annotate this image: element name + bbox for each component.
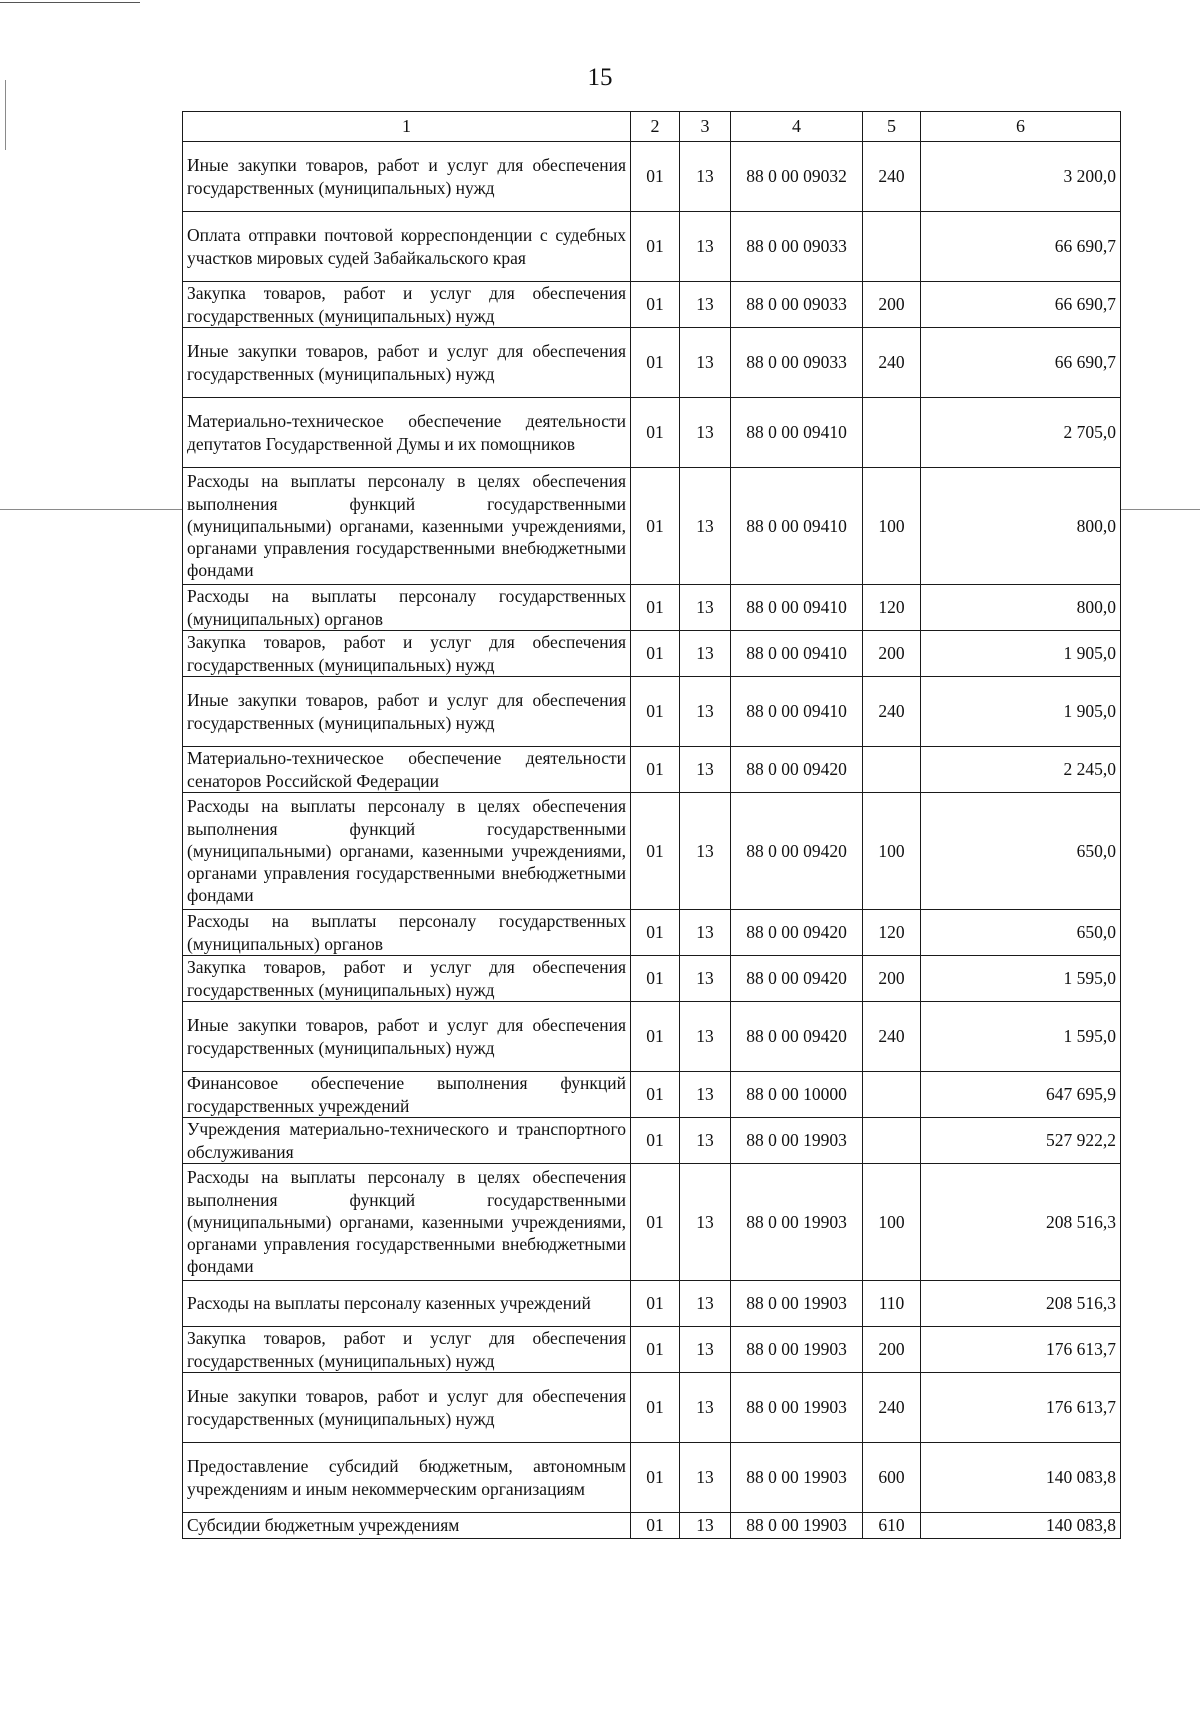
row-section: 01 — [631, 585, 680, 631]
row-target-code: 88 0 00 09420 — [731, 910, 863, 956]
row-name: Закупка товаров, работ и услуг для обеспечения государственных (муниципальных) нужд — [183, 956, 631, 1002]
row-expense-type: 240 — [863, 1373, 921, 1443]
row-amount: 3 200,0 — [921, 142, 1121, 212]
row-target-code: 88 0 00 09410 — [731, 585, 863, 631]
row-section: 01 — [631, 1443, 680, 1513]
row-amount: 1 905,0 — [921, 631, 1121, 677]
row-section: 01 — [631, 1327, 680, 1373]
table-row — [183, 468, 1121, 585]
row-subsection: 13 — [680, 1327, 731, 1373]
row-subsection: 13 — [680, 142, 731, 212]
row-name: Расходы на выплаты персоналу казенных учреждений — [183, 1281, 631, 1327]
row-expense-type: 240 — [863, 677, 921, 747]
row-subsection: 13 — [680, 631, 731, 677]
row-target-code: 88 0 00 09410 — [731, 677, 863, 747]
row-name: Расходы на выплаты персоналу в целях обеспечения выполнения функций государственными (муниципальными) органами, казенными учреждениями, органами управления государственными внебюджетными фондами — [183, 793, 631, 910]
row-amount: 527 922,2 — [921, 1118, 1121, 1164]
row-expense-type: 120 — [863, 585, 921, 631]
row-expense-type: 110 — [863, 1281, 921, 1327]
scan-artifact-line — [0, 509, 182, 510]
row-name: Финансовое обеспечение выполнения функций государственных учреждений — [183, 1072, 631, 1118]
row-amount: 650,0 — [921, 793, 1121, 910]
header-cell-2: 2 — [631, 112, 680, 142]
row-amount: 208 516,3 — [921, 1281, 1121, 1327]
row-amount: 176 613,7 — [921, 1327, 1121, 1373]
row-target-code: 88 0 00 19903 — [731, 1118, 863, 1164]
row-amount: 66 690,7 — [921, 282, 1121, 328]
row-amount: 650,0 — [921, 910, 1121, 956]
row-subsection: 13 — [680, 212, 731, 282]
row-name: Материально-техническое обеспечение деятельности сенаторов Российской Федерации — [183, 747, 631, 793]
row-target-code: 88 0 00 09420 — [731, 1002, 863, 1072]
row-name: Материально-техническое обеспечение деятельности депутатов Государственной Думы и их помощников — [183, 398, 631, 468]
row-section: 01 — [631, 747, 680, 793]
row-name: Оплата отправки почтовой корреспонденции с судебных участков мировых судей Забайкальского края — [183, 212, 631, 282]
row-section: 01 — [631, 1513, 680, 1539]
row-target-code: 88 0 00 19903 — [731, 1443, 863, 1513]
header-cell-5: 5 — [863, 112, 921, 142]
row-expense-type: 200 — [863, 1327, 921, 1373]
row-target-code: 88 0 00 19903 — [731, 1281, 863, 1327]
row-subsection: 13 — [680, 1002, 731, 1072]
row-amount: 66 690,7 — [921, 328, 1121, 398]
row-expense-type — [863, 398, 921, 468]
table-row — [183, 585, 1121, 631]
row-subsection: 13 — [680, 910, 731, 956]
row-subsection: 13 — [680, 1513, 731, 1539]
row-subsection: 13 — [680, 747, 731, 793]
table-row — [183, 631, 1121, 677]
scan-artifact-line — [0, 2, 140, 3]
row-section: 01 — [631, 1072, 680, 1118]
table-row — [183, 956, 1121, 1002]
row-target-code: 88 0 00 09410 — [731, 398, 863, 468]
header-cell-3: 3 — [680, 112, 731, 142]
row-section: 01 — [631, 282, 680, 328]
row-expense-type — [863, 1072, 921, 1118]
row-name: Учреждения материально-технического и транспортного обслуживания — [183, 1118, 631, 1164]
row-name: Расходы на выплаты персоналу в целях обеспечения выполнения функций государственными (муниципальными) органами, казенными учреждениями, органами управления государственными внебюджетными фондами — [183, 468, 631, 585]
row-subsection: 13 — [680, 793, 731, 910]
row-expense-type: 240 — [863, 1002, 921, 1072]
row-target-code: 88 0 00 09420 — [731, 747, 863, 793]
row-amount: 647 695,9 — [921, 1072, 1121, 1118]
row-target-code: 88 0 00 19903 — [731, 1373, 863, 1443]
row-expense-type — [863, 1118, 921, 1164]
row-expense-type: 200 — [863, 956, 921, 1002]
row-name: Расходы на выплаты персоналу государственных (муниципальных) органов — [183, 585, 631, 631]
table-row — [183, 142, 1121, 212]
row-subsection: 13 — [680, 1072, 731, 1118]
row-section: 01 — [631, 1281, 680, 1327]
row-amount: 1 595,0 — [921, 956, 1121, 1002]
table-row — [183, 1373, 1121, 1443]
row-expense-type — [863, 747, 921, 793]
row-subsection: 13 — [680, 677, 731, 747]
row-subsection: 13 — [680, 1118, 731, 1164]
row-section: 01 — [631, 956, 680, 1002]
row-amount: 2 245,0 — [921, 747, 1121, 793]
table-row — [183, 1281, 1121, 1327]
row-name: Иные закупки товаров, работ и услуг для обеспечения государственных (муниципальных) нужд — [183, 328, 631, 398]
row-expense-type: 240 — [863, 328, 921, 398]
row-subsection: 13 — [680, 398, 731, 468]
row-subsection: 13 — [680, 328, 731, 398]
row-section: 01 — [631, 631, 680, 677]
row-name: Иные закупки товаров, работ и услуг для обеспечения государственных (муниципальных) нужд — [183, 1373, 631, 1443]
row-section: 01 — [631, 1164, 680, 1281]
table-row — [183, 398, 1121, 468]
header-cell-1: 1 — [183, 112, 631, 142]
page-number: 15 — [587, 64, 613, 91]
table-row — [183, 1118, 1121, 1164]
row-amount: 140 083,8 — [921, 1443, 1121, 1513]
row-subsection: 13 — [680, 1281, 731, 1327]
row-target-code: 88 0 00 09033 — [731, 282, 863, 328]
table-row — [183, 1072, 1121, 1118]
row-section: 01 — [631, 398, 680, 468]
row-name: Иные закупки товаров, работ и услуг для обеспечения государственных (муниципальных) нужд — [183, 142, 631, 212]
row-target-code: 88 0 00 19903 — [731, 1327, 863, 1373]
scan-artifact-line — [1120, 509, 1200, 510]
row-name: Предоставление субсидий бюджетным, автономным учреждениям и иным некоммерческим организациям — [183, 1443, 631, 1513]
row-expense-type: 100 — [863, 793, 921, 910]
row-target-code: 88 0 00 09032 — [731, 142, 863, 212]
row-subsection: 13 — [680, 1164, 731, 1281]
row-target-code: 88 0 00 09420 — [731, 793, 863, 910]
row-expense-type: 610 — [863, 1513, 921, 1539]
table-row — [183, 1327, 1121, 1373]
row-target-code: 88 0 00 09420 — [731, 956, 863, 1002]
row-amount: 208 516,3 — [921, 1164, 1121, 1281]
row-section: 01 — [631, 793, 680, 910]
row-section: 01 — [631, 468, 680, 585]
row-name: Закупка товаров, работ и услуг для обеспечения государственных (муниципальных) нужд — [183, 282, 631, 328]
table-row — [183, 793, 1121, 910]
table-row — [183, 328, 1121, 398]
row-name: Закупка товаров, работ и услуг для обеспечения государственных (муниципальных) нужд — [183, 631, 631, 677]
row-subsection: 13 — [680, 585, 731, 631]
row-name: Субсидии бюджетным учреждениям — [183, 1513, 631, 1539]
row-subsection: 13 — [680, 1443, 731, 1513]
row-section: 01 — [631, 1118, 680, 1164]
row-subsection: 13 — [680, 468, 731, 585]
row-expense-type: 100 — [863, 1164, 921, 1281]
row-target-code: 88 0 00 10000 — [731, 1072, 863, 1118]
row-section: 01 — [631, 677, 680, 747]
row-expense-type: 120 — [863, 910, 921, 956]
row-name: Иные закупки товаров, работ и услуг для обеспечения государственных (муниципальных) нужд — [183, 1002, 631, 1072]
row-section: 01 — [631, 1002, 680, 1072]
table-row — [183, 282, 1121, 328]
row-target-code: 88 0 00 09410 — [731, 631, 863, 677]
table-row — [183, 1002, 1121, 1072]
row-target-code: 88 0 00 09033 — [731, 328, 863, 398]
row-target-code: 88 0 00 09033 — [731, 212, 863, 282]
row-expense-type — [863, 212, 921, 282]
row-name: Иные закупки товаров, работ и услуг для обеспечения государственных (муниципальных) нужд — [183, 677, 631, 747]
row-amount: 176 613,7 — [921, 1373, 1121, 1443]
row-amount: 2 705,0 — [921, 398, 1121, 468]
row-target-code: 88 0 00 19903 — [731, 1513, 863, 1539]
row-section: 01 — [631, 328, 680, 398]
row-name: Закупка товаров, работ и услуг для обеспечения государственных (муниципальных) нужд — [183, 1327, 631, 1373]
table-row — [183, 1513, 1121, 1539]
table-row — [183, 1443, 1121, 1513]
row-name: Расходы на выплаты персоналу государственных (муниципальных) органов — [183, 910, 631, 956]
row-expense-type: 600 — [863, 1443, 921, 1513]
row-section: 01 — [631, 910, 680, 956]
row-target-code: 88 0 00 19903 — [731, 1164, 863, 1281]
row-subsection: 13 — [680, 956, 731, 1002]
row-section: 01 — [631, 1373, 680, 1443]
table-row — [183, 677, 1121, 747]
row-target-code: 88 0 00 09410 — [731, 468, 863, 585]
table-row — [183, 747, 1121, 793]
row-amount: 66 690,7 — [921, 212, 1121, 282]
row-amount: 1 595,0 — [921, 1002, 1121, 1072]
table-row — [183, 212, 1121, 282]
row-name: Расходы на выплаты персоналу в целях обеспечения выполнения функций государственными (муниципальными) органами, казенными учреждениями, органами управления государственными внебюджетными фондами — [183, 1164, 631, 1281]
row-subsection: 13 — [680, 282, 731, 328]
row-subsection: 13 — [680, 1373, 731, 1443]
row-section: 01 — [631, 142, 680, 212]
row-amount: 1 905,0 — [921, 677, 1121, 747]
row-amount: 800,0 — [921, 468, 1121, 585]
row-expense-type: 200 — [863, 631, 921, 677]
row-expense-type: 200 — [863, 282, 921, 328]
budget-table — [182, 111, 1121, 1539]
row-section: 01 — [631, 212, 680, 282]
row-amount: 800,0 — [921, 585, 1121, 631]
table-header-row — [183, 112, 1121, 142]
row-expense-type: 100 — [863, 468, 921, 585]
table-row — [183, 910, 1121, 956]
row-expense-type: 240 — [863, 142, 921, 212]
row-amount: 140 083,8 — [921, 1513, 1121, 1539]
header-cell-4: 4 — [731, 112, 863, 142]
header-cell-6: 6 — [921, 112, 1121, 142]
table-row — [183, 1164, 1121, 1281]
